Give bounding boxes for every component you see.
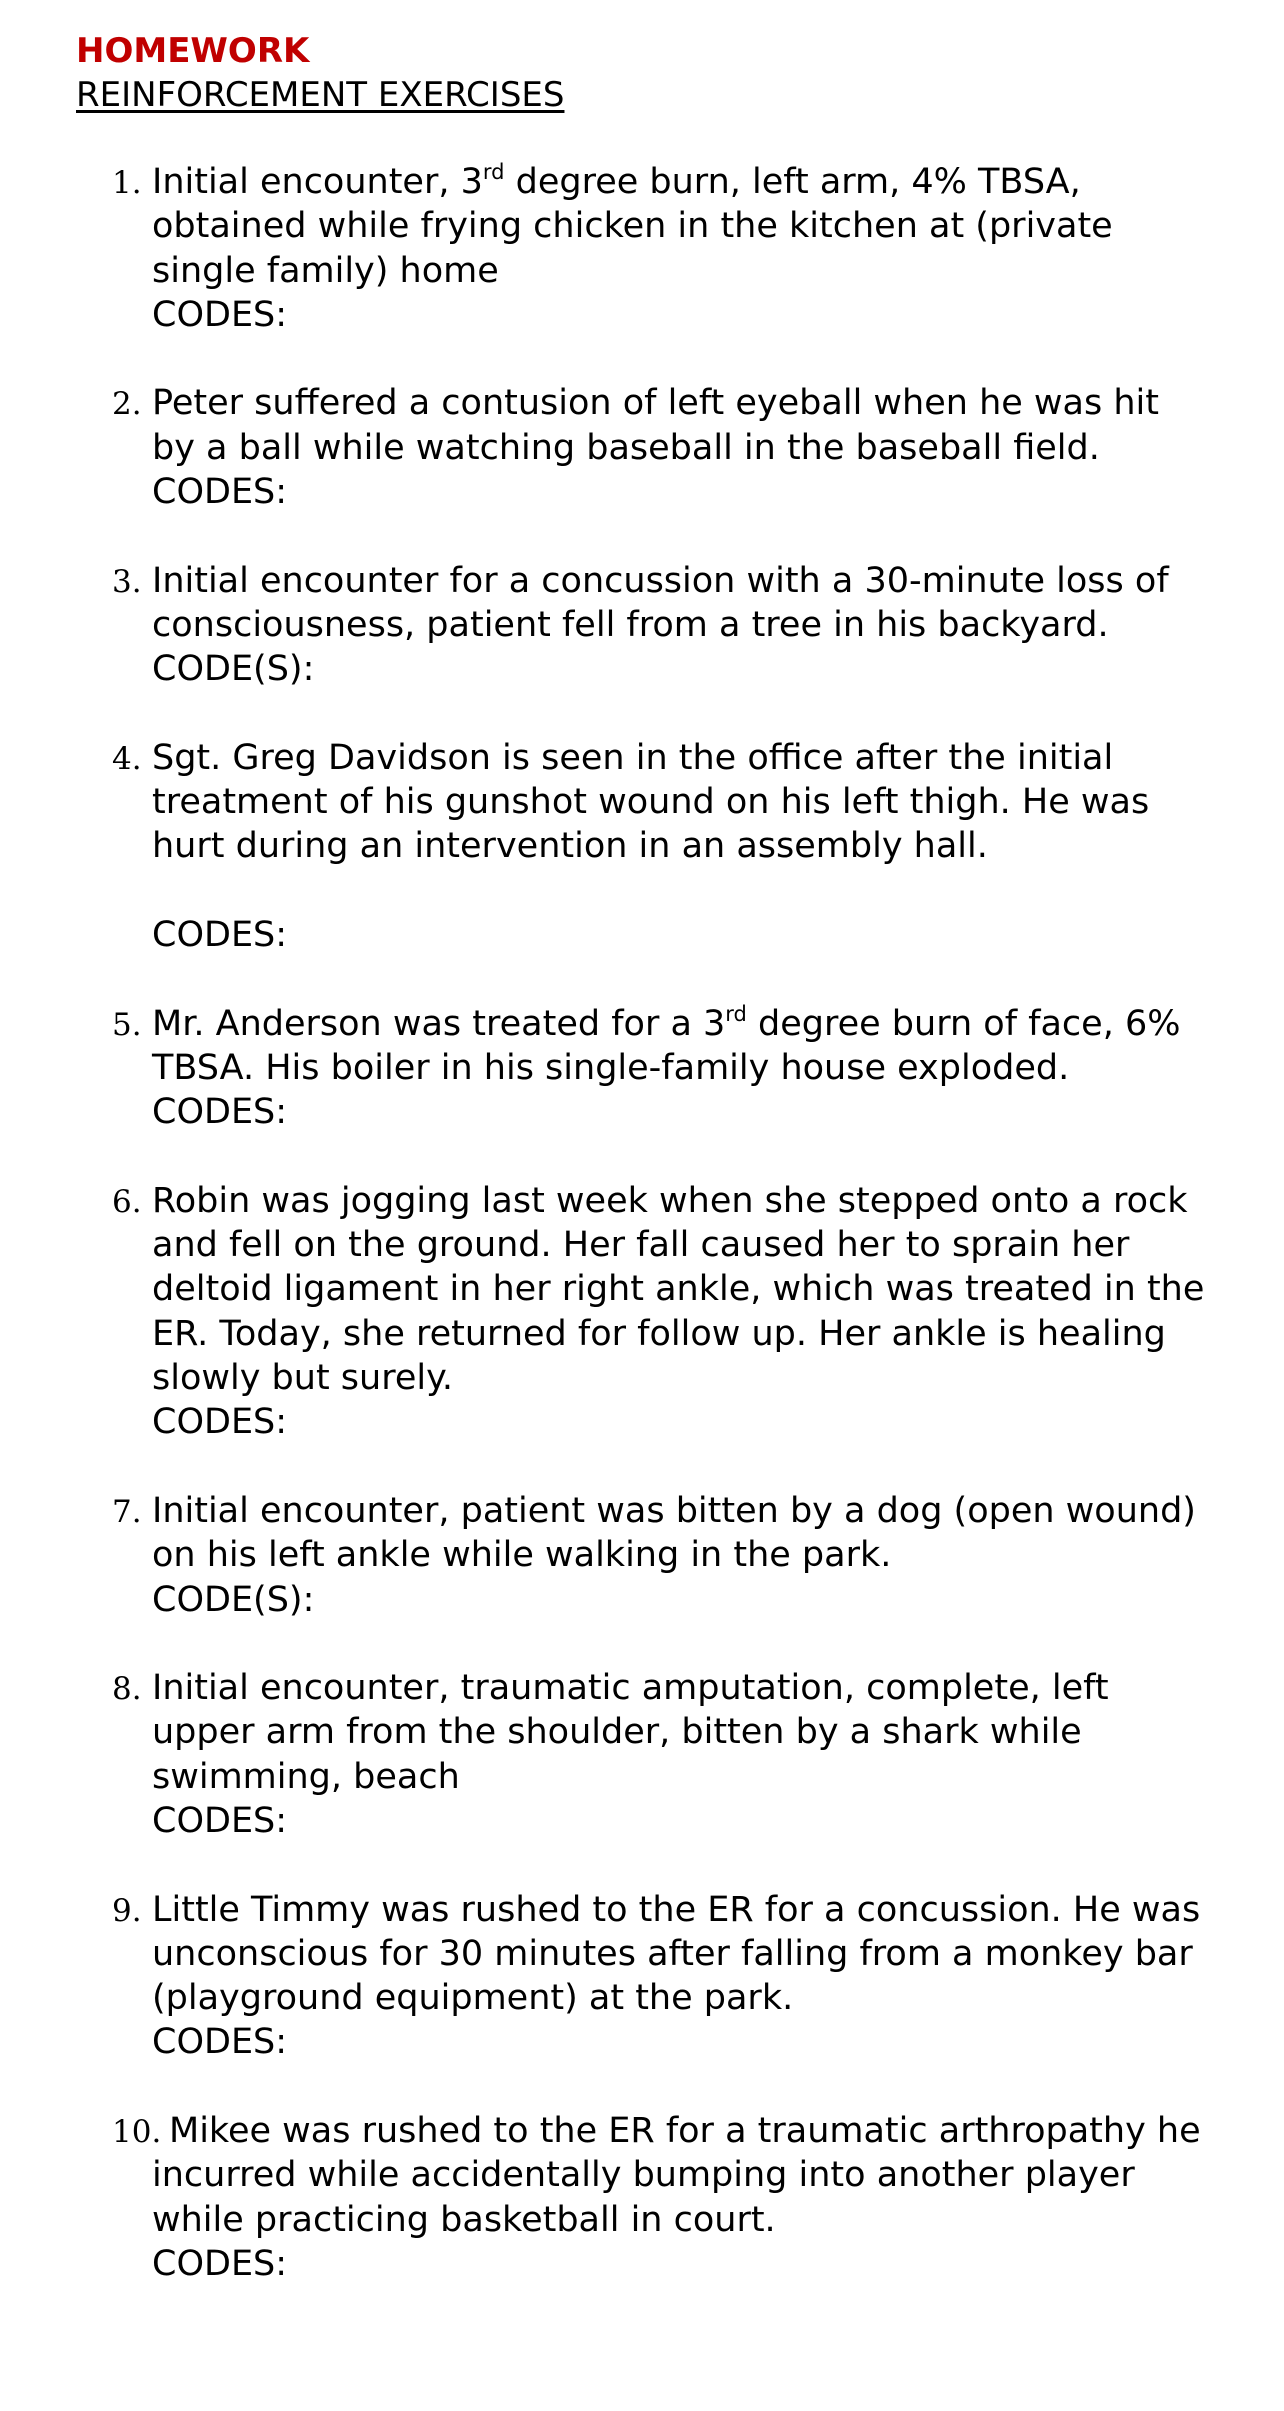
exercise-number: 1. [112, 165, 142, 201]
codes-label: CODES: [152, 294, 288, 335]
exercise-number: 8. [112, 1671, 142, 1708]
exercise-8 [0, 1666, 1212, 1843]
page-title: HOMEWORK [76, 31, 310, 71]
exercise-text: Robin was jogging last week when she stepped onto a rock and fell on the ground. Her fall caused her to sprain her deltoid ligament in her right ankle, which was treated in the ER. Today, she returned for follow up. Her ankle is healing slowly but surely. [152, 1180, 1205, 1399]
codes-label: CODE(S): [152, 649, 315, 690]
exercise-1 [0, 160, 1212, 337]
ordinal-superscript: rd [725, 1001, 747, 1026]
codes-label: CODES: [152, 472, 288, 513]
codes-label: CODES: [152, 2022, 288, 2063]
exercise-list [0, 160, 1284, 2331]
codes-label: CODES: [152, 915, 288, 956]
codes-label: CODE(S): [152, 1579, 315, 1620]
exercise-7 [0, 1489, 1212, 1622]
codes-label: CODES: [152, 1800, 288, 1841]
exercise-6 [0, 1179, 1212, 1445]
codes-label: CODES: [152, 1402, 288, 1443]
exercise-text: Initial encounter, patient was bitten by a dog (open wound) on his left ankle while walking in the park. [152, 1490, 1196, 1576]
exercise-text: Mikee was rushed to the ER for a traumatic arthropathy he incurred while accidentally bumping into another player while practicing basketball in court. [152, 2111, 1201, 2240]
exercise-4 [0, 736, 1212, 957]
exercise-number: 6. [112, 1183, 142, 1220]
exercise-text: Peter suffered a contusion of left eyeball when he was hit by a ball while watching baseball in the baseball field. [152, 383, 1159, 468]
exercise-3 [0, 559, 1212, 692]
exercise-9 [0, 1888, 1212, 2065]
exercise-number: 5. [112, 1006, 142, 1043]
exercise-number: 4. [112, 740, 142, 777]
exercise-number: 7. [112, 1493, 142, 1530]
exercise-number: 3. [112, 563, 142, 600]
exercise-text: Little Timmy was rushed to the ER for a concussion. He was unconscious for 30 minutes after falling from a monkey bar (playground equipment) at the park. [152, 1889, 1201, 2019]
exercise-text: Mr. Anderson was treated for a 3rd degree burn of face, 6% TBSA. His boiler in his single-family house exploded. [152, 1001, 1181, 1088]
exercise-5 [0, 1002, 1212, 1135]
exercise-text: Sgt. Greg Davidson is seen in the office after the initial treatment of his gunshot wound on his left thigh. He was hurt during an intervention in an assembly hall. [152, 737, 1150, 867]
exercise-number: 2. [112, 386, 142, 423]
page-subtitle: REINFORCEMENT EXERCISES [76, 75, 565, 115]
blank-line [152, 869, 1212, 913]
exercise-2 [0, 381, 1212, 514]
codes-label: CODES: [152, 2243, 288, 2284]
ordinal-superscript: rd [482, 160, 505, 184]
exercise-text: Initial encounter, traumatic amputation, complete, left upper arm from the shoulder, bitten by a shark while swimming, beach [152, 1668, 1109, 1797]
exercise-number: 10. [112, 2114, 162, 2151]
exercise-text: Initial encounter, 3rd degree burn, left arm, 4% TBSA, obtained while frying chicken in the kitchen at (private single family) home [152, 160, 1113, 291]
exercise-10 [0, 2109, 1212, 2286]
codes-label: CODES: [152, 1092, 288, 1133]
exercise-number: 9. [112, 1892, 142, 1929]
exercise-text: Initial encounter for a concussion with a 30-minute loss of consciousness, patient fell from a tree in his backyard. [152, 560, 1169, 645]
